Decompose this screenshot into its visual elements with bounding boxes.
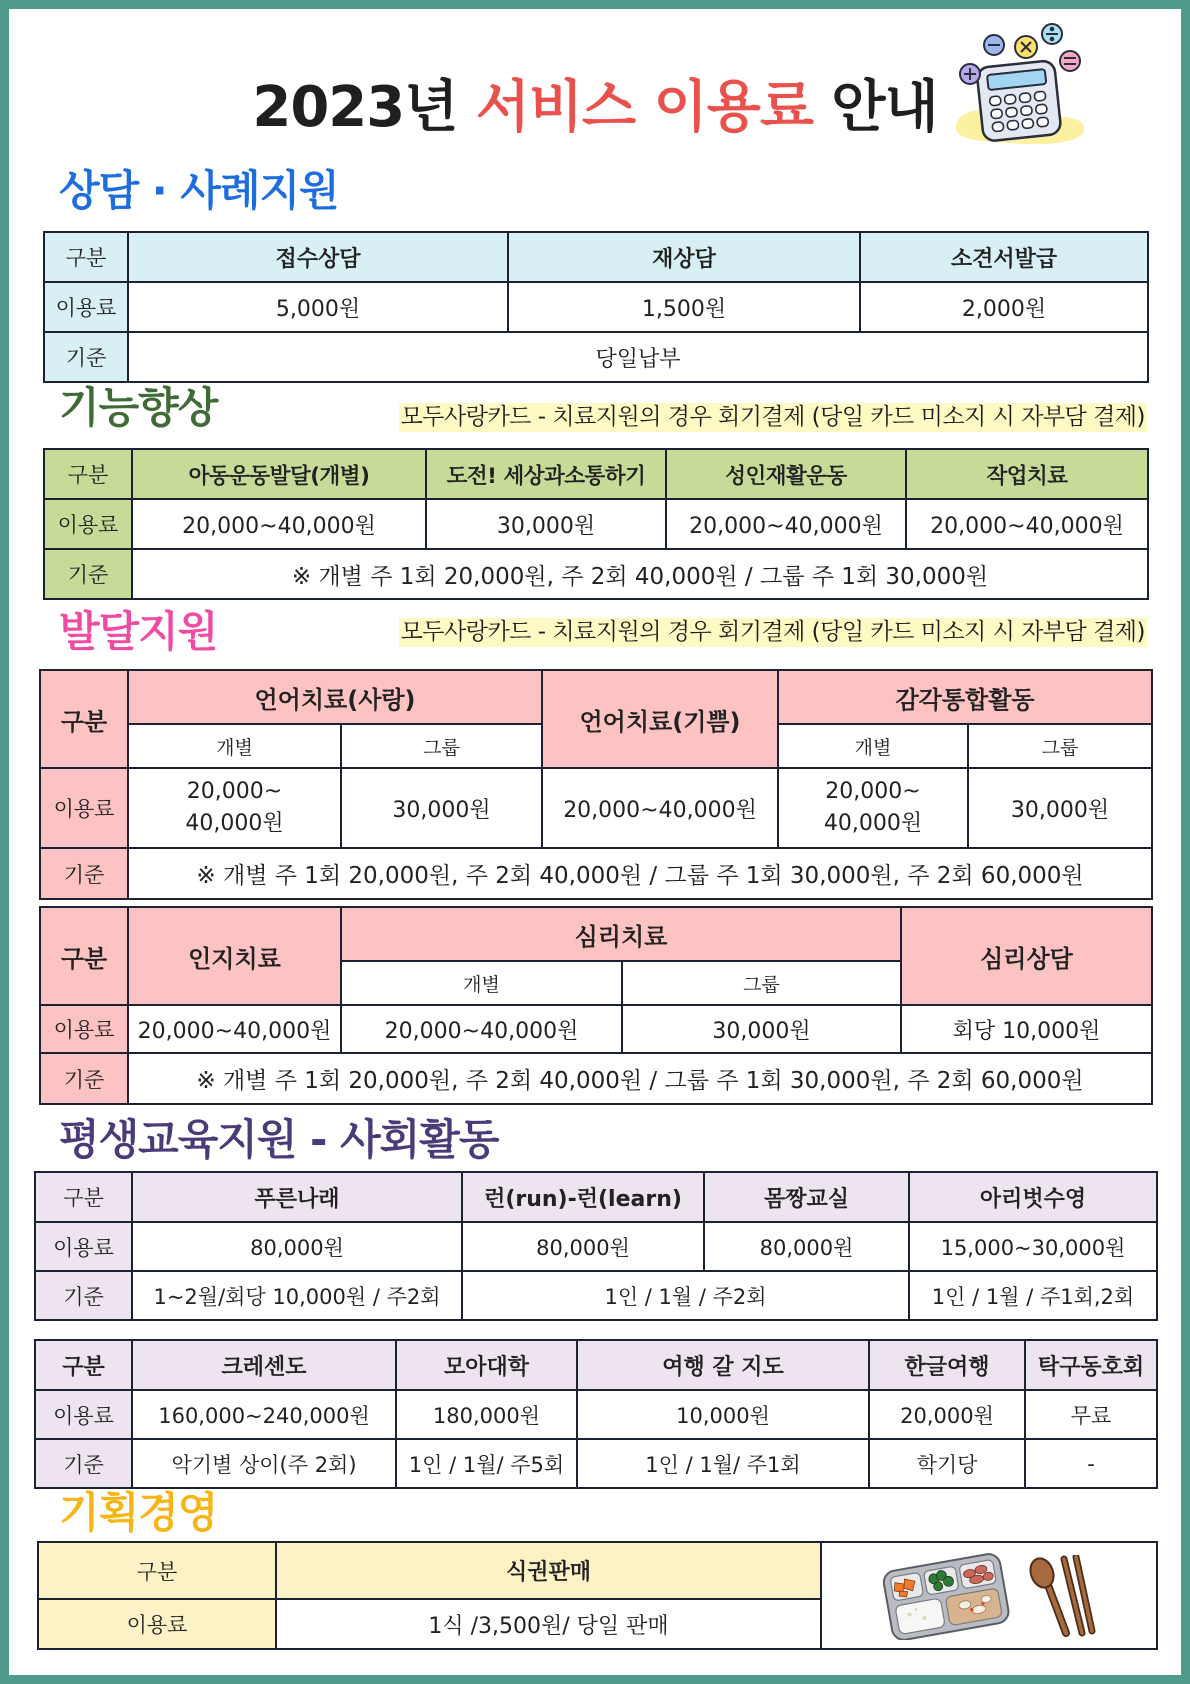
service-header-adult-rehab: 성인재활운동 bbox=[666, 449, 906, 499]
title-year: 2023년 bbox=[252, 75, 458, 140]
subheader-group: 그룹 bbox=[968, 724, 1152, 768]
payment-note: 모두사랑카드 - 치료지원의 경우 회기결제 (당일 카드 미소지 시 자부담 결제) bbox=[400, 619, 1145, 645]
basis-cell: ※ 개별 주 1회 20,000원, 주 2회 40,000원 / 그룹 주 1회 30,000원, 주 2회 60,000원 bbox=[128, 1053, 1152, 1104]
service-header-occupational: 작업치료 bbox=[906, 449, 1148, 499]
fee-cell: 1식 /3,500원/ 당일 판매 bbox=[276, 1599, 821, 1649]
fee-cell: 20,000~40,000원 bbox=[132, 499, 426, 549]
fee-cell: 5,000원 bbox=[128, 282, 508, 332]
service-header-run-learn: 런(run)-런(learn) bbox=[462, 1172, 704, 1222]
meal-illustration-cell bbox=[821, 1542, 1157, 1649]
fee-label: 이용료 bbox=[38, 1599, 276, 1649]
basis-cell: 당일납부 bbox=[128, 332, 1148, 382]
basis-cell: - bbox=[1025, 1439, 1157, 1488]
service-header-psychotherapy: 심리치료 bbox=[341, 907, 901, 961]
spoon-icon bbox=[1026, 1555, 1065, 1633]
calculator-icon bbox=[950, 22, 1090, 147]
fee-cell: 20,000~40,000원 bbox=[906, 499, 1148, 549]
fee-cell: 20,000~40,000원 bbox=[542, 768, 778, 848]
basis-cell: 1인 / 1월 / 주2회 bbox=[462, 1271, 909, 1320]
service-header-moa-college: 모아대학 bbox=[396, 1340, 577, 1390]
service-header-child-motor: 아동운동발달(개별) bbox=[132, 449, 426, 499]
fee-row bbox=[40, 1005, 1152, 1053]
table-header-row bbox=[44, 449, 1148, 499]
table-header-row bbox=[38, 1542, 1157, 1599]
fee-cell: 80,000원 bbox=[704, 1222, 909, 1271]
fee-cell: 2,000원 bbox=[860, 282, 1148, 332]
fee-label: 이용료 bbox=[40, 1005, 128, 1053]
service-header-cognitive: 인지치료 bbox=[128, 907, 341, 1005]
category-header: 구분 bbox=[44, 232, 128, 282]
fee-row bbox=[44, 282, 1148, 332]
basis-cell: ※ 개별 주 1회 20,000원, 주 2회 40,000원 / 그룹 주 1회 30,000원, 주 2회 60,000원 bbox=[128, 848, 1152, 899]
service-header-challenge: 도전! 세상과소통하기 bbox=[426, 449, 666, 499]
basis-label: 기준 bbox=[35, 1271, 132, 1320]
fee-cell: 80,000원 bbox=[132, 1222, 462, 1271]
basis-row bbox=[40, 1053, 1152, 1104]
basis-label: 기준 bbox=[40, 1053, 128, 1104]
service-header-hangul-trip: 한글여행 bbox=[869, 1340, 1025, 1390]
basis-cell: 1~2월/회당 10,000원 / 주2회 bbox=[132, 1271, 462, 1320]
table-header-row bbox=[35, 1340, 1157, 1390]
fee-label: 이용료 bbox=[35, 1390, 132, 1439]
fee-cell: 20,000~40,000원 bbox=[128, 1005, 341, 1053]
lifelong-fee-table-a bbox=[34, 1171, 1158, 1321]
fee-row bbox=[44, 499, 1148, 549]
fee-cell: 20,000원 bbox=[869, 1390, 1025, 1439]
service-header-table-tennis: 탁구동호회 bbox=[1025, 1340, 1157, 1390]
payment-note: 모두사랑카드 - 치료지원의 경우 회기결제 (당일 카드 미소지 시 자부담 결제) bbox=[400, 404, 1145, 430]
category-header: 구분 bbox=[35, 1172, 132, 1222]
lifelong-fee-table-b bbox=[34, 1339, 1158, 1489]
fee-cell: 회당 10,000원 bbox=[901, 1005, 1152, 1053]
service-header-meal-ticket: 식권판매 bbox=[276, 1542, 821, 1599]
category-header: 구분 bbox=[38, 1542, 276, 1599]
service-header-swimming: 아리벗수영 bbox=[909, 1172, 1157, 1222]
subheader-individual: 개별 bbox=[341, 961, 622, 1005]
table-header-row bbox=[40, 670, 1152, 724]
planning-heading: 기획경영 bbox=[59, 1488, 218, 1537]
planning-fee-table bbox=[37, 1541, 1158, 1650]
minus-icon bbox=[984, 35, 1004, 55]
fee-cell: 20,000~ 40,000원 bbox=[778, 768, 968, 848]
subheader-individual: 개별 bbox=[128, 724, 341, 768]
basis-row bbox=[44, 549, 1148, 599]
basis-label: 기준 bbox=[35, 1439, 132, 1488]
basis-cell: 1인 / 1월 / 주1회,2회 bbox=[909, 1271, 1157, 1320]
fee-cell: 30,000원 bbox=[968, 768, 1152, 848]
divide-icon bbox=[1042, 24, 1062, 44]
fee-cell: 20,000~40,000원 bbox=[341, 1005, 622, 1053]
fee-cell: 15,000~30,000원 bbox=[909, 1222, 1157, 1271]
basis-row bbox=[35, 1271, 1157, 1320]
fee-row bbox=[35, 1390, 1157, 1439]
service-header-speech-sarang: 언어치료(사랑) bbox=[128, 670, 542, 724]
basis-label: 기준 bbox=[44, 549, 132, 599]
development-heading: 발달지원 bbox=[59, 607, 218, 656]
service-header-travel-map: 여행 갈 지도 bbox=[577, 1340, 869, 1390]
fee-cell: 1,500원 bbox=[508, 282, 860, 332]
service-header-crescendo: 크레센도 bbox=[132, 1340, 396, 1390]
fee-row bbox=[40, 768, 1152, 848]
category-header: 구분 bbox=[40, 670, 128, 768]
counseling-heading: 상담 · 사례지원 bbox=[59, 166, 339, 215]
meal-tray-icon bbox=[881, 1552, 1011, 1640]
service-header-report: 소견서발급 bbox=[860, 232, 1148, 282]
basis-label: 기준 bbox=[44, 332, 128, 382]
plus-icon bbox=[960, 64, 980, 84]
service-header-speech-gippeum: 언어치료(기쁨) bbox=[542, 670, 778, 768]
table-header-row bbox=[44, 232, 1148, 282]
fee-cell: 180,000원 bbox=[396, 1390, 577, 1439]
functional-fee-table bbox=[43, 448, 1149, 600]
basis-cell: 학기당 bbox=[869, 1439, 1025, 1488]
category-header: 구분 bbox=[35, 1340, 132, 1390]
table-header-row bbox=[35, 1172, 1157, 1222]
basis-cell: 악기별 상이(주 2회) bbox=[132, 1439, 396, 1488]
title-suffix: 안내 bbox=[831, 75, 938, 140]
subheader-individual: 개별 bbox=[778, 724, 968, 768]
subheader-group: 그룹 bbox=[622, 961, 901, 1005]
fee-cell: 160,000~240,000원 bbox=[132, 1390, 396, 1439]
service-header-recounseling: 재상담 bbox=[508, 232, 860, 282]
title-highlight: 서비스 이용료 bbox=[475, 75, 813, 140]
service-header-fitness: 몸짱교실 bbox=[704, 1172, 909, 1222]
fee-cell: 30,000원 bbox=[341, 768, 542, 848]
basis-row bbox=[40, 848, 1152, 899]
chopsticks-icon bbox=[1064, 1557, 1092, 1633]
fee-cell: 80,000원 bbox=[462, 1222, 704, 1271]
fee-cell: 10,000원 bbox=[577, 1390, 869, 1439]
meal-illustration bbox=[822, 1552, 1156, 1640]
service-header-pureunnarae: 푸른나래 bbox=[132, 1172, 462, 1222]
category-header: 구분 bbox=[40, 907, 128, 1005]
basis-row bbox=[35, 1439, 1157, 1488]
basis-cell: 1인 / 1월/ 주5회 bbox=[396, 1439, 577, 1488]
fee-cell: 30,000원 bbox=[622, 1005, 901, 1053]
counseling-fee-table bbox=[43, 231, 1149, 383]
development-fee-table-b bbox=[39, 906, 1153, 1105]
basis-label: 기준 bbox=[40, 848, 128, 899]
fee-label: 이용료 bbox=[44, 499, 132, 549]
fee-row bbox=[35, 1222, 1157, 1271]
category-header: 구분 bbox=[44, 449, 132, 499]
fee-cell: 20,000~ 40,000원 bbox=[128, 768, 341, 848]
fee-cell: 30,000원 bbox=[426, 499, 666, 549]
subheader-group: 그룹 bbox=[341, 724, 542, 768]
spoon-chopsticks-icon bbox=[1026, 1555, 1098, 1637]
service-header-psych-counseling: 심리상담 bbox=[901, 907, 1152, 1005]
development-fee-table-a bbox=[39, 669, 1153, 900]
basis-row bbox=[44, 332, 1148, 382]
multiply-icon bbox=[1015, 36, 1037, 58]
fee-cell: 20,000~40,000원 bbox=[666, 499, 906, 549]
basis-cell: ※ 개별 주 1회 20,000원, 주 2회 40,000원 / 그룹 주 1회 30,000원 bbox=[132, 549, 1148, 599]
equals-icon bbox=[1060, 51, 1080, 71]
table-header-row bbox=[40, 907, 1152, 961]
functional-heading: 기능향상 bbox=[59, 383, 218, 432]
fee-cell: 무료 bbox=[1025, 1390, 1157, 1439]
basis-cell: 1인 / 1월/ 주1회 bbox=[577, 1439, 869, 1488]
fee-label: 이용료 bbox=[44, 282, 128, 332]
fee-label: 이용료 bbox=[35, 1222, 132, 1271]
service-header-intake: 접수상담 bbox=[128, 232, 508, 282]
lifelong-heading: 평생교육지원 - 사회활동 bbox=[59, 1115, 499, 1164]
fee-label: 이용료 bbox=[40, 768, 128, 848]
service-header-sensory: 감각통합활동 bbox=[778, 670, 1152, 724]
calculator-body bbox=[976, 60, 1061, 142]
